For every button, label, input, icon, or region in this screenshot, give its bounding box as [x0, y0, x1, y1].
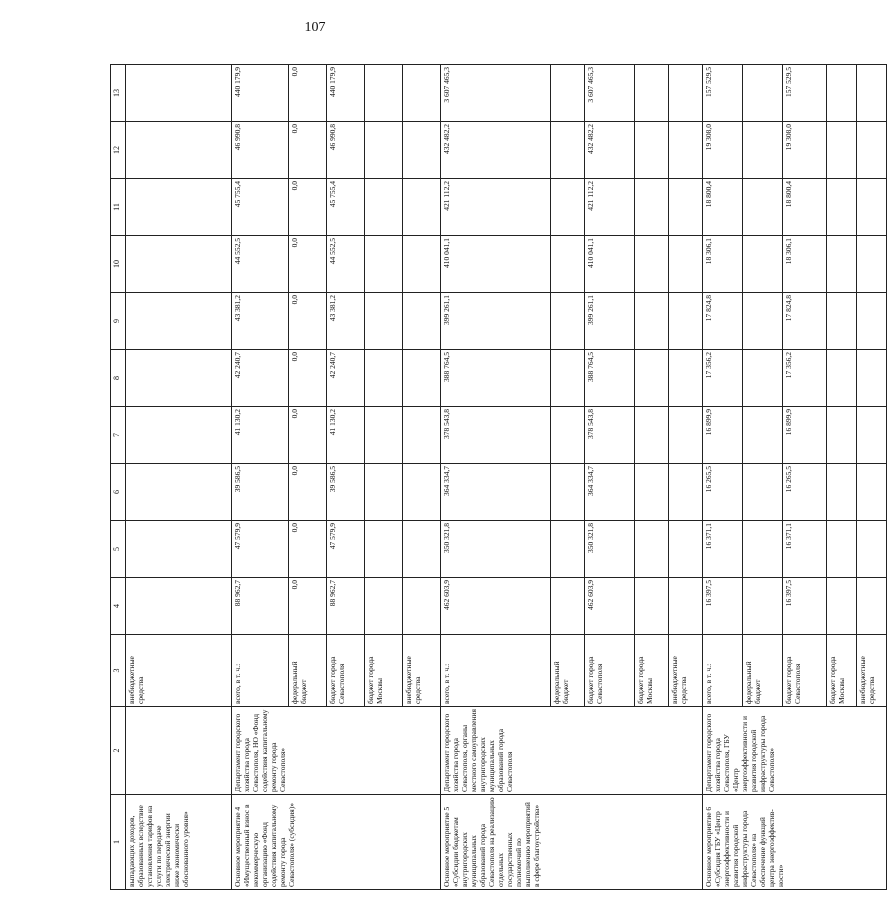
value-cell: 17 824,8: [783, 293, 827, 350]
value-cell: [126, 350, 232, 407]
value-cell: 421 112,2: [441, 179, 551, 236]
performer-cell: Департамент городского хозяйства города Севастополя, органы местного самоуправления внутригородских муниципальных образований города Севастополя: [441, 707, 703, 795]
value-cell: [403, 122, 441, 179]
value-cell: 0,0: [289, 293, 327, 350]
column-header: 3: [111, 635, 126, 707]
value-cell: [743, 578, 783, 635]
value-cell: [551, 293, 585, 350]
funding-source-cell: федеральный бюджет: [289, 635, 327, 707]
value-cell: 18 306,1: [783, 236, 827, 293]
funding-source-cell: бюджет города Москвы: [635, 635, 669, 707]
value-cell: 0,0: [289, 236, 327, 293]
funding-source-cell: бюджет города Москвы: [365, 635, 403, 707]
value-cell: [365, 122, 403, 179]
value-cell: [551, 179, 585, 236]
value-cell: [551, 578, 585, 635]
performer-cell: [126, 707, 232, 795]
value-cell: [126, 578, 232, 635]
event-name-cell: Основное мероприятие 4 «Имущественный взнос в некоммерческую организацию «Фонд содействия капитальному ремонту города Севастополя» (субсидия)»: [232, 795, 441, 890]
value-cell: 17 356,2: [783, 350, 827, 407]
value-cell: [857, 122, 887, 179]
funding-source-cell: бюджет города Севастополя: [327, 635, 365, 707]
value-cell: 41 130,2: [327, 407, 365, 464]
funding-source-cell: внебюджетные средства: [126, 635, 232, 707]
value-cell: 0,0: [289, 464, 327, 521]
value-cell: [827, 578, 857, 635]
value-cell: [126, 464, 232, 521]
value-cell: [827, 293, 857, 350]
value-cell: 462 603,9: [585, 578, 635, 635]
performer-cell: Департамент городского хозяйства города Севастополя, ГБУ «Центр энергоэффективности и развития городской инфраструктуры города Севастополя»: [703, 707, 887, 795]
value-cell: [635, 350, 669, 407]
value-cell: 399 261,1: [585, 293, 635, 350]
value-cell: [669, 521, 703, 578]
value-cell: 17 356,2: [703, 350, 743, 407]
value-cell: [126, 293, 232, 350]
table-row: [232, 65, 289, 890]
value-cell: [743, 179, 783, 236]
value-cell: 378 543,8: [441, 407, 551, 464]
value-cell: 16 397,5: [703, 578, 743, 635]
value-cell: [403, 350, 441, 407]
value-cell: [743, 407, 783, 464]
funding-source-cell: всего, в т. ч.:: [703, 635, 743, 707]
value-cell: [857, 578, 887, 635]
value-cell: 16 265,5: [783, 464, 827, 521]
value-cell: [365, 407, 403, 464]
value-cell: [126, 521, 232, 578]
funding-source-cell: бюджет города Севастополя: [585, 635, 635, 707]
value-cell: [827, 407, 857, 464]
value-cell: [669, 578, 703, 635]
value-cell: [743, 521, 783, 578]
value-cell: 18 800,4: [703, 179, 743, 236]
funding-source-cell: внебюджетные средства: [669, 635, 703, 707]
column-header: 6: [111, 464, 126, 521]
value-cell: [827, 350, 857, 407]
value-cell: 3 607 465,3: [585, 65, 635, 122]
column-header: 4: [111, 578, 126, 635]
funding-source-cell: федеральный бюджет: [743, 635, 783, 707]
value-cell: 88 962,7: [327, 578, 365, 635]
value-cell: 19 308,0: [703, 122, 743, 179]
value-cell: 19 308,0: [783, 122, 827, 179]
column-header: 2: [111, 707, 126, 795]
value-cell: [669, 122, 703, 179]
event-name-cell: выпадающих доходов, образованных вследствие установления тарифов на услуги по передаче электрической энергии ниже экономически обоснованного уровня»: [126, 795, 232, 890]
column-header: 11: [111, 179, 126, 236]
value-cell: 0,0: [289, 65, 327, 122]
value-cell: 410 041,1: [585, 236, 635, 293]
value-cell: [857, 407, 887, 464]
value-cell: 0,0: [289, 578, 327, 635]
value-cell: [743, 236, 783, 293]
value-cell: 440 179,9: [232, 65, 289, 122]
value-cell: 0,0: [289, 179, 327, 236]
value-cell: [403, 464, 441, 521]
table-row: [703, 65, 743, 890]
value-cell: [743, 122, 783, 179]
value-cell: [827, 122, 857, 179]
value-cell: [857, 350, 887, 407]
value-cell: [743, 65, 783, 122]
value-cell: 0,0: [289, 122, 327, 179]
value-cell: [827, 464, 857, 521]
value-cell: 0,0: [289, 350, 327, 407]
value-cell: [635, 293, 669, 350]
value-cell: [551, 464, 585, 521]
funding-source-cell: внебюджетные средства: [857, 635, 887, 707]
value-cell: 432 482,2: [441, 122, 551, 179]
value-cell: [743, 350, 783, 407]
funding-source-cell: бюджет города Москвы: [827, 635, 857, 707]
value-cell: 46 990,8: [232, 122, 289, 179]
value-cell: [551, 521, 585, 578]
value-cell: 16 899,9: [703, 407, 743, 464]
value-cell: [403, 578, 441, 635]
page-number: 107: [304, 20, 326, 35]
value-cell: [857, 236, 887, 293]
value-cell: 364 334,7: [441, 464, 551, 521]
value-cell: [827, 521, 857, 578]
value-cell: 18 306,1: [703, 236, 743, 293]
value-cell: [635, 179, 669, 236]
funding-source-cell: бюджет города Севастополя: [783, 635, 827, 707]
value-cell: 157 529,5: [703, 65, 743, 122]
value-cell: 157 529,5: [783, 65, 827, 122]
value-cell: [857, 293, 887, 350]
value-cell: [669, 464, 703, 521]
value-cell: 42 240,7: [327, 350, 365, 407]
value-cell: 43 381,2: [327, 293, 365, 350]
value-cell: 378 543,8: [585, 407, 635, 464]
value-cell: [669, 236, 703, 293]
funding-source-cell: всего, в т. ч.:: [232, 635, 289, 707]
value-cell: [635, 521, 669, 578]
value-cell: [669, 350, 703, 407]
value-cell: 45 755,4: [232, 179, 289, 236]
rotated-table-container: [110, 65, 876, 890]
value-cell: [403, 65, 441, 122]
value-cell: 16 397,5: [783, 578, 827, 635]
column-header: 13: [111, 65, 126, 122]
value-cell: 16 371,1: [703, 521, 743, 578]
value-cell: 17 824,8: [703, 293, 743, 350]
column-header: 8: [111, 350, 126, 407]
value-cell: 18 800,4: [783, 179, 827, 236]
funding-source-cell: федеральный бюджет: [551, 635, 585, 707]
value-cell: 39 586,5: [327, 464, 365, 521]
value-cell: 16 371,1: [783, 521, 827, 578]
column-header: 12: [111, 122, 126, 179]
value-cell: 42 240,7: [232, 350, 289, 407]
column-number-row: [111, 65, 126, 890]
value-cell: [365, 236, 403, 293]
value-cell: [403, 179, 441, 236]
value-cell: [743, 293, 783, 350]
value-cell: 399 261,1: [441, 293, 551, 350]
value-cell: [857, 65, 887, 122]
value-cell: [827, 236, 857, 293]
value-cell: [857, 521, 887, 578]
value-cell: [126, 236, 232, 293]
value-cell: 46 990,8: [327, 122, 365, 179]
value-cell: 440 179,9: [327, 65, 365, 122]
funding-source-cell: внебюджетные средства: [403, 635, 441, 707]
table-row: [441, 65, 551, 890]
value-cell: 388 764,5: [585, 350, 635, 407]
value-cell: [827, 65, 857, 122]
value-cell: 44 552,5: [232, 236, 289, 293]
value-cell: [635, 65, 669, 122]
value-cell: [365, 179, 403, 236]
value-cell: 16 899,9: [783, 407, 827, 464]
value-cell: [403, 236, 441, 293]
value-cell: [669, 65, 703, 122]
value-cell: [365, 293, 403, 350]
value-cell: [635, 464, 669, 521]
performer-cell: Департамент городского хозяйства города Севастополя, НО «Фонд содействия капитальному ремонту города Севастополя»: [232, 707, 441, 795]
column-header: 9: [111, 293, 126, 350]
value-cell: [365, 464, 403, 521]
value-cell: 44 552,5: [327, 236, 365, 293]
value-cell: 39 586,5: [232, 464, 289, 521]
value-cell: [635, 407, 669, 464]
value-cell: [551, 407, 585, 464]
value-cell: 410 041,1: [441, 236, 551, 293]
value-cell: [365, 350, 403, 407]
column-header: 1: [111, 795, 126, 890]
value-cell: [857, 464, 887, 521]
value-cell: [126, 122, 232, 179]
event-name-cell: Основное мероприятие 5 «Субсидии бюджетам внутригородских муниципальных образований города Севастополя на реализацию отдельных государственных полномочий по выполнению мероприятий в сфере благоустройства»: [441, 795, 703, 890]
value-cell: 350 321,8: [585, 521, 635, 578]
value-cell: [635, 236, 669, 293]
value-cell: [365, 65, 403, 122]
value-cell: [635, 578, 669, 635]
value-cell: [551, 236, 585, 293]
value-cell: [365, 521, 403, 578]
value-cell: [126, 179, 232, 236]
column-header: 7: [111, 407, 126, 464]
value-cell: [551, 122, 585, 179]
value-cell: 364 334,7: [585, 464, 635, 521]
value-cell: 88 962,7: [232, 578, 289, 635]
value-cell: 462 603,9: [441, 578, 551, 635]
value-cell: [551, 65, 585, 122]
value-cell: 388 764,5: [441, 350, 551, 407]
value-cell: 3 607 465,3: [441, 65, 551, 122]
funding-source-cell: всего, в т. ч.:: [441, 635, 551, 707]
column-header: 5: [111, 521, 126, 578]
value-cell: [126, 407, 232, 464]
value-cell: [403, 293, 441, 350]
value-cell: [669, 179, 703, 236]
value-cell: [669, 293, 703, 350]
value-cell: [743, 464, 783, 521]
budget-table: [110, 64, 887, 890]
value-cell: 16 265,5: [703, 464, 743, 521]
value-cell: 47 579,9: [232, 521, 289, 578]
value-cell: 350 321,8: [441, 521, 551, 578]
value-cell: 43 381,2: [232, 293, 289, 350]
value-cell: [365, 578, 403, 635]
value-cell: [403, 407, 441, 464]
value-cell: 45 755,4: [327, 179, 365, 236]
value-cell: 432 482,2: [585, 122, 635, 179]
value-cell: [126, 65, 232, 122]
value-cell: [669, 407, 703, 464]
column-header: 10: [111, 236, 126, 293]
value-cell: [857, 179, 887, 236]
value-cell: 0,0: [289, 407, 327, 464]
value-cell: 0,0: [289, 521, 327, 578]
value-cell: 47 579,9: [327, 521, 365, 578]
value-cell: 421 112,2: [585, 179, 635, 236]
value-cell: [403, 521, 441, 578]
value-cell: [635, 122, 669, 179]
value-cell: 41 130,2: [232, 407, 289, 464]
event-name-cell: Основное мероприятие 6 «Субсидия ГБУ «Центр энергоэффективности и развития городской инфраструктуры города Севастополя» на обеспечение функций центра энергоэффектив-ности»: [703, 795, 887, 890]
value-cell: [827, 179, 857, 236]
table-row: [126, 65, 232, 890]
value-cell: [551, 350, 585, 407]
